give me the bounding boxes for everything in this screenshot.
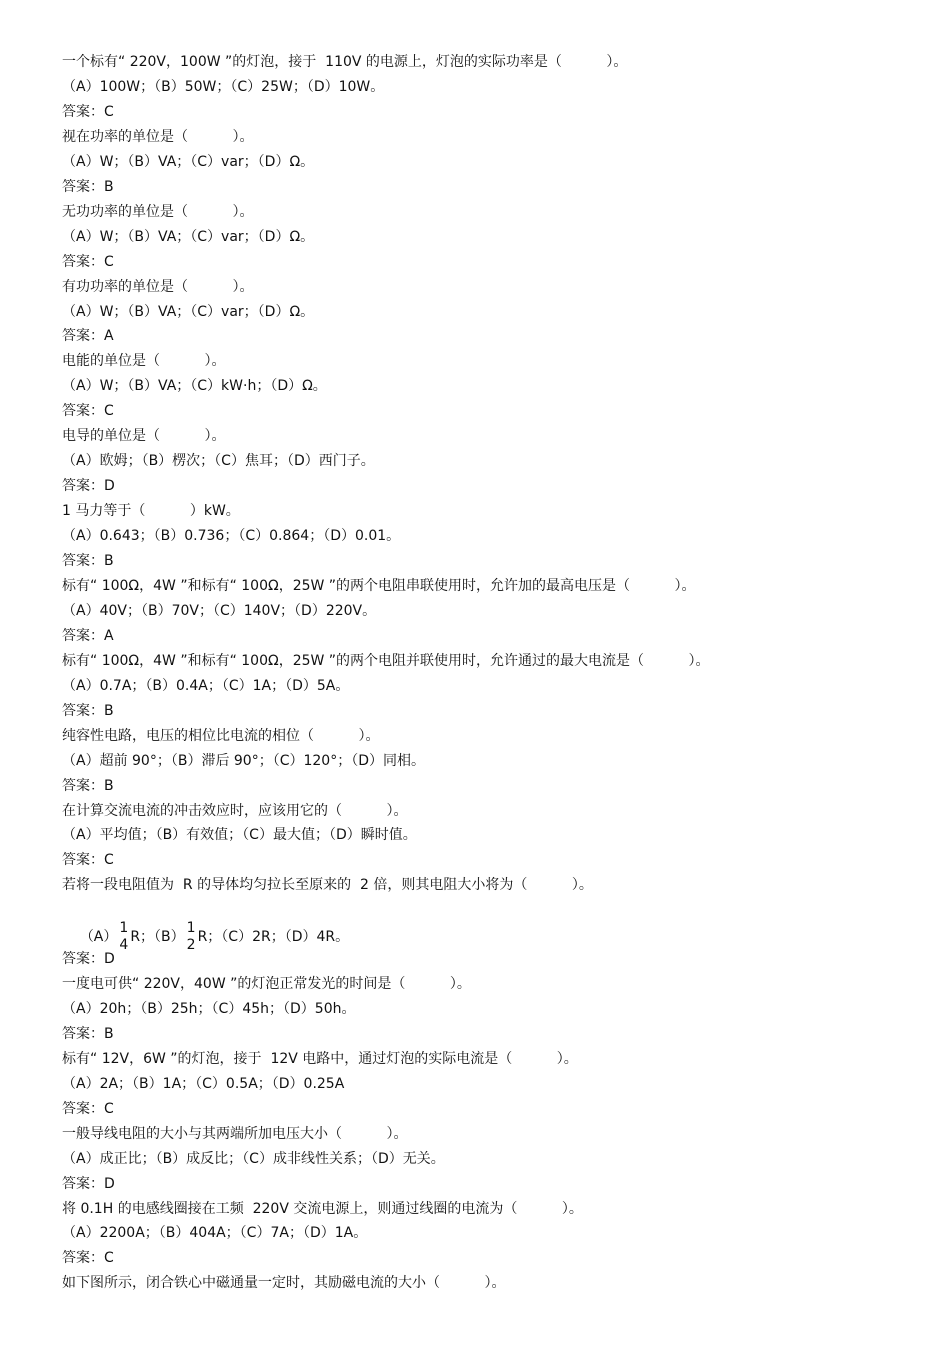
fraction-numerator: 1	[119, 920, 129, 936]
text-line: 纯容性电路，电压的相位比电流的相位（ ）。	[62, 728, 380, 744]
fraction-one-quarter	[119, 920, 128, 954]
text-line: 如下图所示，闭合铁心中磁通量一定时，其励磁电流的大小（ ）。	[62, 1275, 506, 1291]
text-line: 答案：C	[62, 1250, 114, 1266]
text-line: （A）W；（B）VA；（C）var；（D）Ω。	[62, 154, 315, 170]
text-line: （A）2A；（B）1A；（C）0.5A；（D）0.25A	[62, 1076, 345, 1092]
text-line: （A）2200A；（B）404A；（C）7A；（D）1A。	[62, 1225, 368, 1241]
text-line: 答案：B	[62, 778, 114, 794]
text-line: 答案：C	[62, 254, 114, 270]
text-line: 将 0.1H 的电感线圈接在工频 220V 交流电源上，则通过线圈的电流为（ ）。	[62, 1201, 583, 1217]
text-line: 无功功率的单位是（ ）。	[62, 204, 254, 220]
text-line: 答案：D	[62, 951, 115, 967]
text-line: 答案：D	[62, 478, 115, 494]
fraction-denominator: 4	[119, 937, 129, 953]
text-line: 答案：B	[62, 553, 114, 569]
text-line: 答案：C	[62, 1101, 114, 1117]
text-line: 答案：A	[62, 328, 114, 344]
text-line: （A）W；（B）VA；（C）kW·h；（D）Ω。	[62, 378, 327, 394]
text-line: 视在功率的单位是（ ）。	[62, 129, 254, 145]
text-line: 答案：B	[62, 1026, 114, 1042]
text-line: 电导的单位是（ ）。	[62, 428, 226, 444]
text-line: 答案：C	[62, 104, 114, 120]
text-line: 标有“ 100Ω，4W ”和标有“ 100Ω，25W ”的两个电阻并联使用时，允许通过的最大电流是（ ）。	[62, 653, 710, 669]
text-line: （A）W；（B）VA；（C）var；（D）Ω。	[62, 304, 315, 320]
option-rest: R；（C）2R；（D）4R。	[197, 929, 350, 945]
text-line: （A）欧姆；（B）楞次；（C）焦耳；（D）西门子。	[62, 453, 375, 469]
text-line: 标有“ 100Ω，4W ”和标有“ 100Ω，25W ”的两个电阻串联使用时，允许加的最高电压是（ ）。	[62, 578, 696, 594]
text-line: （A）0.7A；（B）0.4A；（C）1A；（D）5A。	[62, 678, 350, 694]
text-line: （A）20h；（B）25h；（C）45h；（D）50h。	[62, 1001, 356, 1017]
text-line: 在计算交流电流的冲击效应时，应该用它的（ ）。	[62, 803, 408, 819]
text-line: 若将一段电阻值为 R 的导体均匀拉长至原来的 2 倍，则其电阻大小将为（ ）。	[62, 877, 593, 893]
text-line: 答案：B	[62, 179, 114, 195]
text-line: 标有“ 12V，6W ”的灯泡，接于 12V 电路中，通过灯泡的实际电流是（ ）。	[62, 1051, 578, 1067]
text-line: 答案：C	[62, 852, 114, 868]
option-a-label: （A）	[79, 929, 118, 945]
text-line: （A）成正比；（B）成反比；（C）成非线性关系；（D）无关。	[62, 1151, 445, 1167]
option-a-variable: R；（B）	[130, 929, 185, 945]
text-line: 有功功率的单位是（ ）。	[62, 279, 254, 295]
text-line: 一般导线电阻的大小与其两端所加电压大小（ ）。	[62, 1126, 408, 1142]
text-line: （A）0.643；（B）0.736；（C）0.864；（D）0.01。	[62, 528, 401, 544]
fraction-one-half	[187, 920, 196, 954]
text-line: 一度电可供“ 220V，40W ”的灯泡正常发光的时间是（ ）。	[62, 976, 471, 992]
text-line: （A）W；（B）VA；（C）var；（D）Ω。	[62, 229, 315, 245]
text-line: （A）100W；（B）50W；（C）25W；（D）10W。	[62, 79, 385, 95]
text-line: （A）超前 90°；（B）滞后 90°；（C）120°；（D）同相。	[62, 753, 425, 769]
text-line: 1 马力等于（ ）kW。	[62, 503, 240, 519]
fraction-denominator: 2	[186, 937, 196, 953]
text-line: 答案：B	[62, 703, 114, 719]
fraction-numerator: 1	[186, 920, 196, 936]
text-line: 一个标有“ 220V，100W ”的灯泡，接于 110V 的电源上，灯泡的实际功率是（ ）。	[62, 54, 628, 70]
text-line: 答案：C	[62, 403, 114, 419]
text-line: （A）平均值；（B）有效值；（C）最大值；（D）瞬时值。	[62, 827, 417, 843]
text-line: （A）40V；（B）70V；（C）140V；（D）220V。	[62, 603, 377, 619]
text-line: 电能的单位是（ ）。	[62, 353, 226, 369]
text-line: 答案：A	[62, 628, 114, 644]
text-line: 答案：D	[62, 1176, 115, 1192]
